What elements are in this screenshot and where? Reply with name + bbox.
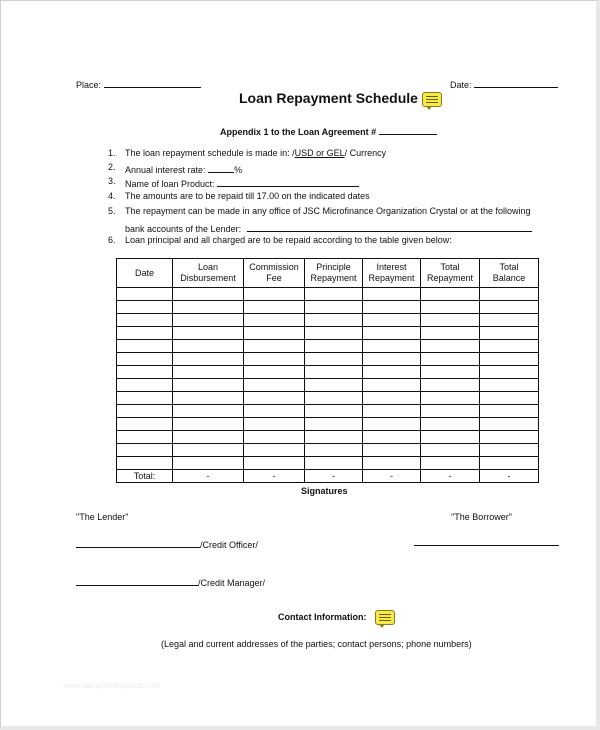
table-cell: - — [244, 470, 305, 483]
table-row — [117, 314, 539, 327]
table-row — [117, 431, 539, 444]
appendix-text: Appendix 1 to the Loan Agreement # — [220, 127, 377, 137]
table-cell[interactable] — [173, 444, 244, 457]
table-cell[interactable] — [363, 301, 421, 314]
table-cell[interactable] — [244, 340, 305, 353]
borrower-signature-line[interactable] — [414, 545, 559, 546]
table-cell[interactable] — [363, 288, 421, 301]
item-number: 6. — [108, 235, 116, 245]
table-row — [117, 418, 539, 431]
item-text: The repayment can be made in any office of JSC Microfinance Organization Crystal or at the following — [125, 206, 531, 216]
column-header-total-balance: Total Balance — [480, 259, 539, 288]
table-cell[interactable] — [244, 379, 305, 392]
table-cell[interactable] — [244, 314, 305, 327]
total-label: Total: — [117, 470, 173, 483]
table-row — [117, 379, 539, 392]
credit-officer-signature-line[interactable] — [76, 537, 200, 548]
table-cell[interactable] — [421, 366, 480, 379]
table-cell[interactable] — [173, 340, 244, 353]
item-text-suffix: / Currency — [344, 148, 387, 158]
list-item — [108, 206, 531, 216]
table-cell[interactable] — [480, 353, 539, 366]
table-cell[interactable] — [305, 340, 363, 353]
table-cell[interactable] — [117, 405, 173, 418]
table-row — [117, 327, 539, 340]
table-row — [117, 301, 539, 314]
column-header-commission-fee: Commission Fee — [244, 259, 305, 288]
table-row — [117, 392, 539, 405]
table-cell[interactable] — [117, 418, 173, 431]
loan-product-line[interactable] — [217, 176, 359, 187]
table-cell[interactable] — [480, 431, 539, 444]
credit-manager-label: /Credit Manager/ — [198, 578, 266, 588]
table-cell[interactable] — [480, 444, 539, 457]
table-cell[interactable] — [421, 327, 480, 340]
table-cell[interactable] — [480, 327, 539, 340]
date-input-line[interactable] — [474, 77, 558, 88]
table-header-row — [117, 259, 539, 288]
table-cell[interactable] — [363, 405, 421, 418]
table-row — [117, 340, 539, 353]
table-cell[interactable] — [244, 327, 305, 340]
table-cell[interactable] — [173, 405, 244, 418]
currency-option[interactable]: USD or GEL — [294, 148, 345, 158]
table-cell[interactable] — [480, 392, 539, 405]
table-cell[interactable] — [244, 392, 305, 405]
repayment-schedule-table — [116, 258, 539, 483]
table-cell[interactable] — [117, 366, 173, 379]
table-cell[interactable] — [244, 366, 305, 379]
list-item-continuation — [125, 221, 532, 234]
comment-icon[interactable] — [422, 92, 442, 107]
table-cell[interactable] — [117, 444, 173, 457]
borrower-label: "The Borrower" — [451, 512, 512, 522]
title-text: Loan Repayment Schedule — [239, 90, 418, 106]
table-cell[interactable] — [480, 379, 539, 392]
table-cell[interactable] — [117, 457, 173, 470]
item-number: 5. — [108, 206, 116, 216]
date-label: Date: — [450, 80, 472, 90]
table-cell[interactable] — [173, 314, 244, 327]
item-text: Name of loan Product: — [125, 179, 215, 189]
table-cell[interactable] — [480, 405, 539, 418]
lender-label: "The Lender" — [76, 512, 129, 522]
credit-officer-label: /Credit Officer/ — [200, 540, 258, 550]
table-cell: - — [480, 470, 539, 483]
table-cell[interactable] — [305, 353, 363, 366]
column-header-principle-repayment: Principle Repayment — [305, 259, 363, 288]
table-cell[interactable] — [363, 379, 421, 392]
table-cell[interactable] — [117, 379, 173, 392]
table-cell[interactable] — [173, 327, 244, 340]
list-item — [108, 162, 243, 175]
table-cell[interactable] — [173, 457, 244, 470]
table-cell[interactable] — [363, 314, 421, 327]
table-row — [117, 444, 539, 457]
table-cell[interactable] — [244, 457, 305, 470]
interest-rate-line[interactable] — [208, 162, 234, 173]
table-cell: - — [421, 470, 480, 483]
table-cell[interactable] — [421, 457, 480, 470]
table-cell[interactable] — [305, 431, 363, 444]
agreement-number-line[interactable] — [379, 124, 437, 135]
column-header-total-repayment: Total Repayment — [421, 259, 480, 288]
credit-manager-signature-line[interactable] — [76, 575, 198, 586]
table-row — [117, 366, 539, 379]
table-cell: - — [305, 470, 363, 483]
item-number: 2. — [108, 162, 116, 172]
table-cell[interactable] — [117, 314, 173, 327]
table-cell[interactable] — [480, 288, 539, 301]
table-cell[interactable] — [305, 405, 363, 418]
place-label: Place: — [76, 80, 102, 90]
table-cell[interactable] — [305, 327, 363, 340]
table-cell[interactable] — [117, 340, 173, 353]
table-cell[interactable] — [117, 353, 173, 366]
column-header-interest-repayment: Interest Repayment — [363, 259, 421, 288]
list-item — [108, 235, 452, 245]
item-number: 3. — [108, 176, 116, 186]
list-item — [108, 148, 387, 158]
table-cell[interactable] — [421, 288, 480, 301]
item-text: bank accounts of the Lender: — [125, 224, 242, 234]
item-number: 1. — [108, 148, 116, 158]
table-cell[interactable] — [305, 288, 363, 301]
table-cell[interactable] — [173, 379, 244, 392]
table-cell[interactable] — [173, 288, 244, 301]
table-cell[interactable] — [421, 340, 480, 353]
table-cell[interactable] — [173, 353, 244, 366]
signatures-heading: Signatures — [301, 486, 348, 496]
table-cell[interactable] — [173, 418, 244, 431]
table-cell[interactable] — [480, 457, 539, 470]
table-cell[interactable] — [244, 431, 305, 444]
table-cell[interactable] — [305, 301, 363, 314]
table-cell[interactable] — [244, 405, 305, 418]
table-row — [117, 353, 539, 366]
table-cell[interactable] — [117, 327, 173, 340]
table-cell[interactable] — [305, 457, 363, 470]
date-field — [450, 77, 558, 90]
table-cell: - — [173, 470, 244, 483]
table-row — [117, 405, 539, 418]
table-cell[interactable] — [421, 301, 480, 314]
item-text: The loan repayment schedule is made in: / — [125, 148, 295, 158]
table-cell[interactable] — [480, 340, 539, 353]
place-input-line[interactable] — [104, 77, 201, 88]
appendix-line — [220, 124, 437, 137]
list-item — [108, 176, 215, 189]
table-cell[interactable] — [173, 301, 244, 314]
table-row — [117, 288, 539, 301]
table-cell[interactable] — [480, 301, 539, 314]
table-row-total — [117, 470, 539, 483]
table-cell[interactable] — [244, 353, 305, 366]
percent-sign: % — [234, 165, 243, 175]
table-cell[interactable] — [117, 301, 173, 314]
table-cell[interactable] — [305, 379, 363, 392]
table-cell[interactable] — [117, 431, 173, 444]
table-cell[interactable] — [421, 379, 480, 392]
credit-officer-signature — [76, 537, 258, 550]
table-cell[interactable] — [421, 405, 480, 418]
table-cell[interactable] — [305, 314, 363, 327]
table-cell[interactable] — [305, 418, 363, 431]
table-cell[interactable] — [421, 392, 480, 405]
table-cell[interactable] — [363, 457, 421, 470]
table-cell[interactable] — [363, 418, 421, 431]
table-cell[interactable] — [363, 444, 421, 457]
table-cell[interactable] — [480, 314, 539, 327]
item-text: Annual interest rate: — [125, 165, 209, 175]
table-cell[interactable] — [421, 418, 480, 431]
table-cell[interactable] — [305, 366, 363, 379]
bank-accounts-line[interactable] — [247, 221, 532, 232]
column-header-date: Date — [117, 259, 173, 288]
table-cell[interactable] — [363, 431, 421, 444]
table-cell[interactable] — [117, 392, 173, 405]
table-cell[interactable] — [480, 366, 539, 379]
list-item — [108, 191, 370, 201]
page-title — [239, 90, 442, 107]
table-cell[interactable] — [305, 392, 363, 405]
column-header-loan-disbursement: Loan Disbursement — [173, 259, 244, 288]
table-row — [117, 457, 539, 470]
table-cell: - — [363, 470, 421, 483]
table-cell[interactable] — [305, 444, 363, 457]
table-cell[interactable] — [117, 288, 173, 301]
comment-icon[interactable] — [375, 610, 395, 625]
table-cell[interactable] — [363, 366, 421, 379]
table-cell[interactable] — [480, 418, 539, 431]
table-cell[interactable] — [363, 353, 421, 366]
contact-heading-text: Contact Information: — [278, 611, 367, 622]
table-cell[interactable] — [244, 418, 305, 431]
table-cell[interactable] — [173, 392, 244, 405]
credit-manager-signature — [76, 575, 265, 588]
table-cell[interactable] — [244, 301, 305, 314]
table-cell[interactable] — [244, 444, 305, 457]
watermark: www.sampletemplates.com — [63, 681, 160, 690]
table-cell[interactable] — [363, 340, 421, 353]
contact-details: (Legal and current addresses of the parties; contact persons; phone numbers) — [161, 639, 472, 649]
table-cell[interactable] — [421, 314, 480, 327]
table-cell[interactable] — [363, 327, 421, 340]
contact-heading — [278, 610, 395, 625]
table-cell[interactable] — [173, 431, 244, 444]
table-cell[interactable] — [421, 353, 480, 366]
item-text: The amounts are to be repaid till 17.00 on the indicated dates — [125, 191, 370, 201]
item-number: 4. — [108, 191, 116, 201]
item-text: Loan principal and all charged are to be repaid according to the table given below: — [125, 235, 452, 245]
table-cell[interactable] — [244, 288, 305, 301]
table-cell[interactable] — [421, 431, 480, 444]
table-cell[interactable] — [173, 366, 244, 379]
table-cell[interactable] — [363, 392, 421, 405]
table-cell[interactable] — [421, 444, 480, 457]
place-field — [76, 77, 201, 90]
